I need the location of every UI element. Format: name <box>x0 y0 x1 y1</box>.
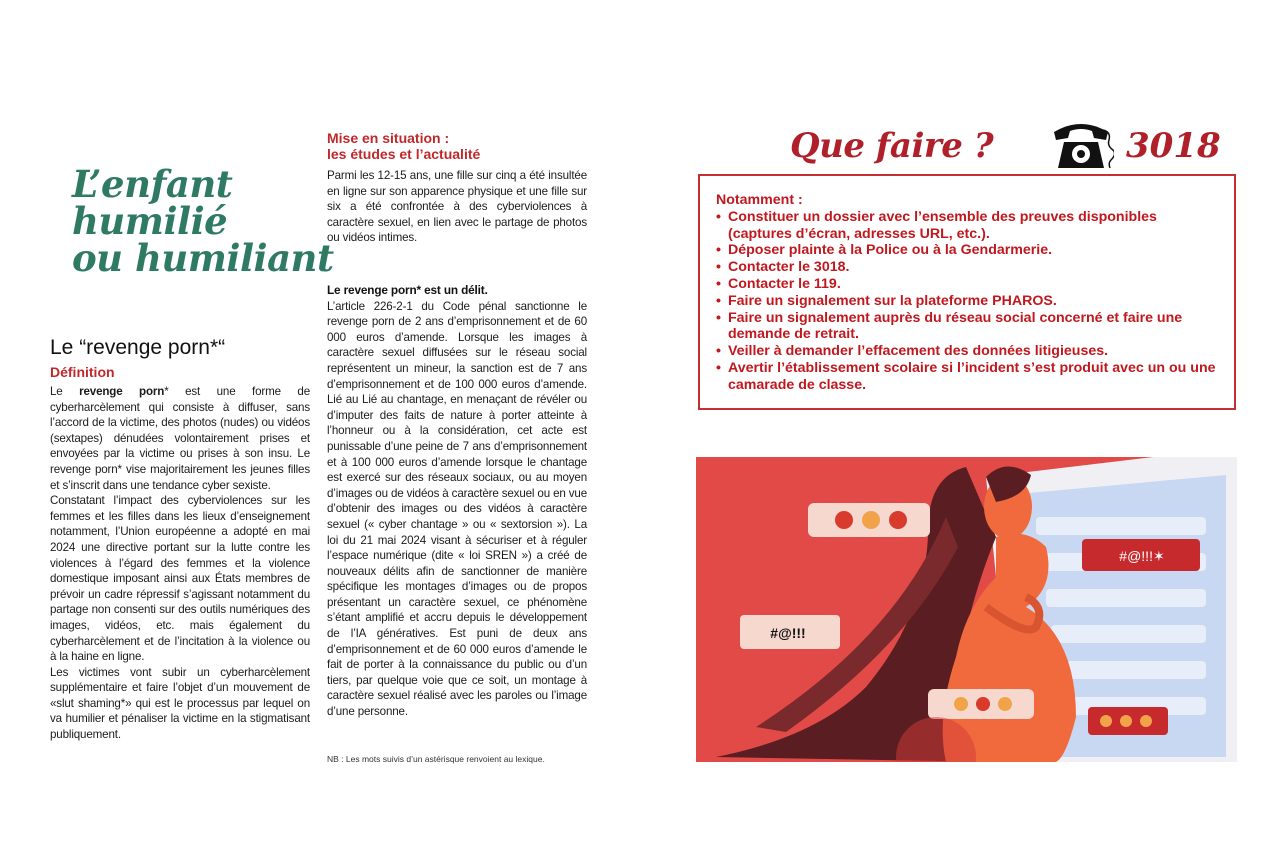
bubble-emoji-bottom <box>928 689 1034 719</box>
list-item: • Constituer un dossier avec l’ensemble des preuves disponibles (captures d’écran, adresses URL, etc.). <box>716 209 1220 243</box>
paragraph: Les victimes vont subir un cyberharcèlement supplémentaire et faire l’objet d’un mouvement de «slut shaming*» qui est le processus par lequel on va humilier et pénaliser la victime en la stigmatisant publiquement. <box>50 665 310 742</box>
situation-intro: Parmi les 12-15 ans, une fille sur cinq a été insultée en ligne sur son apparence physique et une fille sur six a été confrontée à des cyberviolences à caractère sexuel, en lien avec le partage de photos ou vidéos intimes. <box>327 169 587 245</box>
nb-note: NB : Les mots suivis d’un astérisque renvoient au lexique. <box>327 754 545 764</box>
bubble-symbols-right <box>1082 539 1200 571</box>
actions-box <box>698 174 1236 410</box>
list-item: • Avertir l’établissement scolaire si l’incident s’est produit avec un ou une camarade de classe. <box>716 360 1220 394</box>
title-line-1: L’enfant <box>72 162 233 206</box>
phone-icon <box>1048 118 1114 176</box>
list-item: • Contacter le 3018. <box>716 259 1220 276</box>
section-heading: Le “revenge porn*“ <box>50 336 226 359</box>
definition-heading: Définition <box>50 364 115 380</box>
definition-text <box>50 384 310 743</box>
que-faire-heading: Que faire ? <box>790 126 994 166</box>
title-line-2: humilié <box>72 199 228 243</box>
paragraph: L’article 226-2-1 du Code pénal sanctionne le revenge porn de 2 ans d’emprisonnement et de 60 000 euros d’amende. Lorsque les images à caractère sexuel diffusées sur le réseau social représentent un mineur, la sanction est de 7 ans d’emprisonnement et de 100 000 euros d’amende. Lié au Lié au chantage, en menaçant de révéler ou d’imputer des faits de nature à porter atteinte à l’honneur ou à la considération, cet acte est punissable d’une peine de 7 ans d’emprisonnement et à 100 000 euros d’amende lorsque le chantage est exercé sur des réseaux sociaux, ou au moyen d’images ou de vidéos à caractère sexuel ou en vue d’obtenir des images ou des vidéos à caractère sexuel (« cyber chantage » ou « sextorsion »). La loi du 21 mai 2024 visant à sécuriser et à réguler l’espace numérique (dite « loi SREN ») a créé de nouveaux délits afin de sanctionner de manière spécifique les montages d’images ou de propos présentant un caractère sexuel, ce phénomène s’étant amplifié et accru depuis le développement de l’IA génératives. Est puni de deux ans d’emprisonnement et de 60 000 euros d’amende le fait de porter à la connaissance du public ou d’un tiers, par quelque voie que ce soit, un montage à caractère sexuel réalisé avec les paroles ou l’image d’une personne. <box>327 299 587 719</box>
list-item: • Déposer plainte à la Police ou à la Gendarmerie. <box>716 242 1220 259</box>
actions-list <box>716 209 1220 394</box>
phone-number: 3018 <box>1126 126 1221 166</box>
illustration <box>696 457 1237 762</box>
page-title <box>72 162 334 280</box>
bubble-emoji-top <box>808 503 930 537</box>
list-item: • Veiller à demander l’effacement des données litigieuses. <box>716 343 1220 360</box>
bubble-symbols-left <box>740 615 840 649</box>
list-item: • Contacter le 119. <box>716 276 1220 293</box>
bubble-text-1: #@!!!✶ <box>1119 548 1165 564</box>
box-intro: Notamment : <box>716 192 803 208</box>
situation-heading: Mise en situation : les études et l’actualité <box>327 130 481 162</box>
list-item: • Faire un signalement sur la plateforme PHAROS. <box>716 293 1220 310</box>
bubble-emoji-corner <box>1088 707 1168 735</box>
title-line-3: ou humiliant <box>72 236 334 280</box>
list-item: • Faire un signalement auprès du réseau social concerné et faire une demande de retrait. <box>716 310 1220 344</box>
bold-statement: Le revenge porn* est un délit. <box>327 283 488 297</box>
legal-text <box>327 283 587 720</box>
bubble-text-2: #@!!! <box>770 625 806 641</box>
term-revenge-porn: revenge porn <box>79 385 165 398</box>
paragraph: Constatant l’impact des cyberviolences sur les femmes et les filles dans les lieux d’enseignement notamment, l’Union européenne a adopté en mai 2024 une directive portant sur la lutte contre les violences à l’égard des femmes et la violence domestique imposant ainsi aux États membres de prévoir un cadre répressif s’agissant notamment du partage non consenti sur des outils numériques des images, vidéos, etc. mais également du cyberharcèlement et de l’incitation à la violence ou à la haine en ligne. <box>50 494 310 664</box>
paragraph: Le revenge porn* est une forme de cyberharcèlement qui consiste à diffuser, sans l’accord de la victime, des photos (nudes) ou vidéos (sextapes) dénudées volontairement prises et envoyées par la victime ou prises à son insu. Le revenge porn* vise majoritairement les jeunes filles et s’inscrit dans une tendance cyber sexiste. <box>50 385 310 492</box>
